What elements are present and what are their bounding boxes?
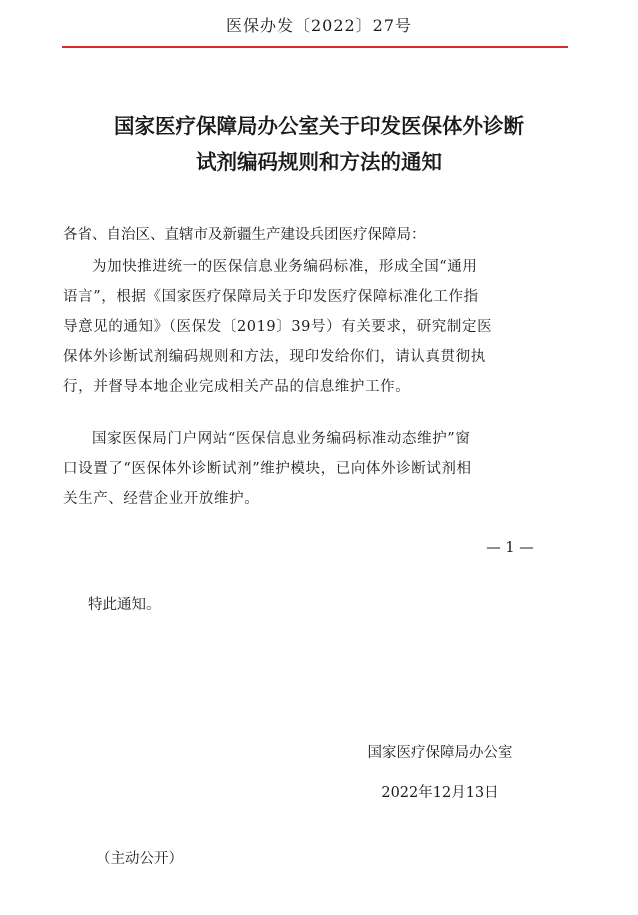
paragraph-line: 保体外诊断试剂编码规则和方法，现印发给你们，请认真贯彻执	[63, 349, 486, 365]
paragraph-line: 语言”，根据《国家医疗保障局关于印发医疗保障标准化工作指	[63, 289, 479, 305]
page-number: — 1 —	[486, 540, 534, 556]
paragraph-line: 国家医保局门户网站“医保信息业务编码标准动态维护”窗	[92, 431, 471, 447]
closing-statement: 特此通知。	[88, 597, 161, 613]
title-line-1: 国家医疗保障局办公室关于印发医保体外诊断	[114, 114, 524, 138]
body-paragraph-2	[63, 424, 563, 514]
issuing-authority: 国家医疗保障局办公室	[367, 745, 513, 761]
paragraph-line: 关生产、经营企业开放维护。	[63, 491, 260, 507]
paragraph-line: 行，并督导本地企业完成相关产品的信息维护工作。	[63, 379, 411, 395]
document-number: 医保办发〔2022〕27号	[225, 16, 413, 35]
red-header-rule	[62, 46, 568, 48]
title-line-2: 试剂编码规则和方法的通知	[196, 150, 442, 174]
salutation: 各省、自治区、直辖市及新疆生产建设兵团医疗保障局：	[63, 227, 426, 243]
paragraph-line: 口设置了“医保体外诊断试剂”维护模块，已向体外诊断试剂相	[63, 461, 472, 477]
document-title	[40, 108, 598, 180]
paragraph-line: 为加快推进统一的医保信息业务编码标准，形成全国“通用	[92, 259, 478, 275]
disclosure-status: （主动公开）	[96, 851, 183, 867]
body-paragraph-1	[63, 252, 563, 402]
issue-date: 2022年12月13日	[381, 785, 499, 801]
paragraph-line: 导意见的通知》（医保发〔2019〕39号）有关要求，研究制定医	[63, 319, 493, 335]
